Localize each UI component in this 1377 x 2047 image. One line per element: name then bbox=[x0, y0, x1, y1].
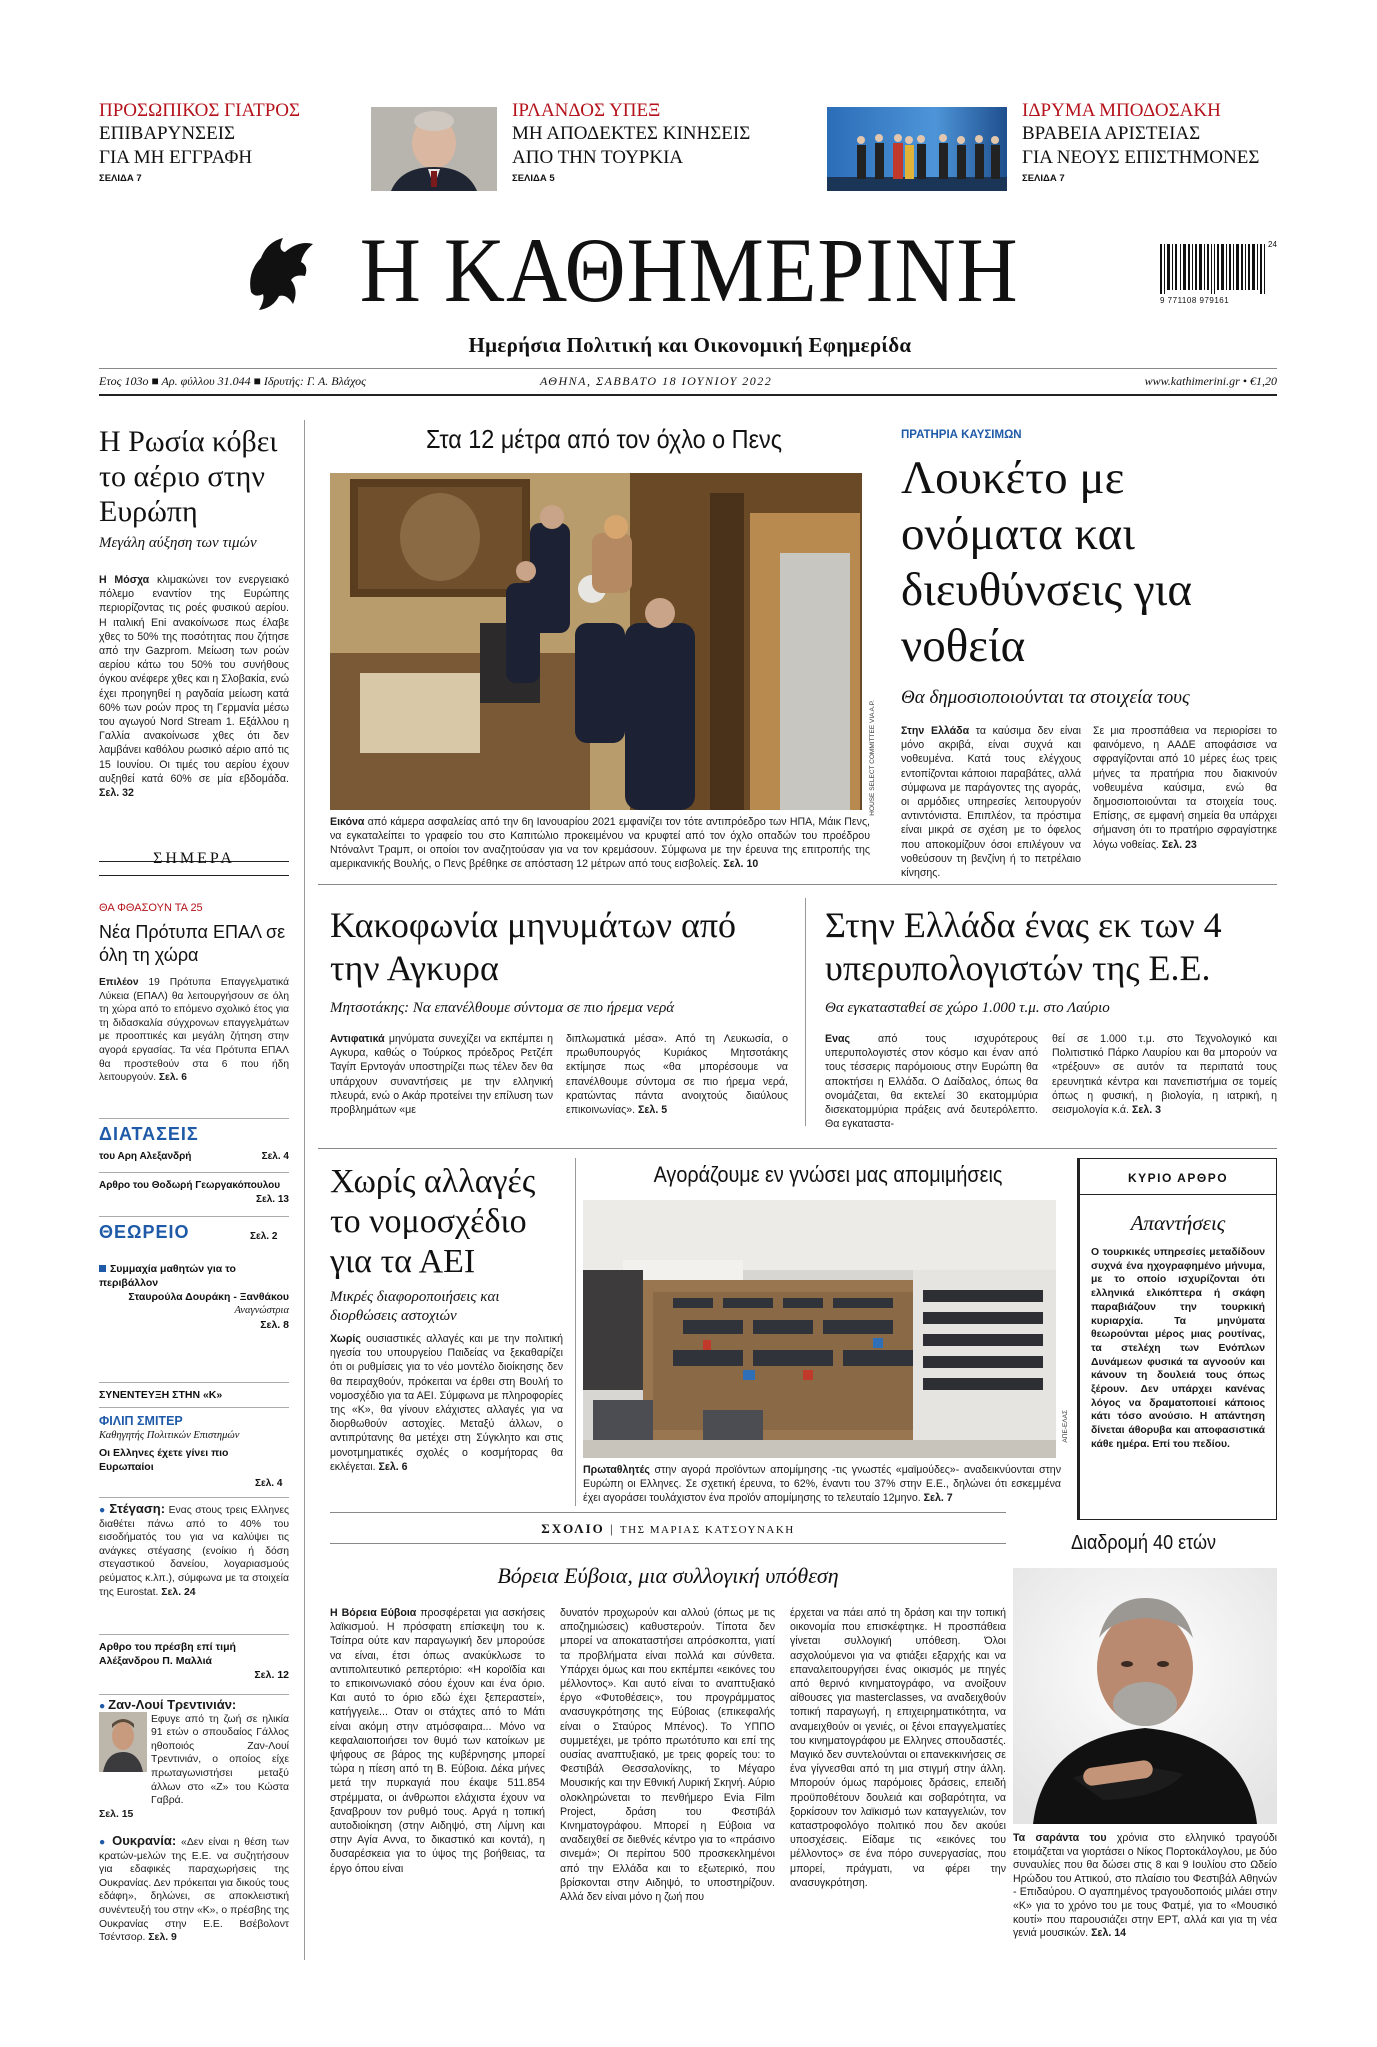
fakes-headline[interactable]: Αγοράζουμε εν γνώσει μας απομιμήσεις bbox=[653, 1162, 1003, 1187]
fakes-caption bbox=[583, 1463, 1061, 1505]
fuel-headline[interactable]: Λουκέτο με ονόματα και διευθύνσεις για νοθεία bbox=[901, 452, 1192, 672]
sxolio-lead: Η Βόρεια Εύβοια bbox=[330, 1607, 417, 1619]
symmachia-item[interactable] bbox=[99, 1262, 289, 1332]
teaser-headline: ΓΙΑ ΝΕΟΥΣ ΕΠΙΣΤΗΜΟΝΕΣ bbox=[1022, 147, 1260, 168]
russia-page: Σελ. 32 bbox=[99, 787, 134, 800]
trentinian-text: Εφυγε από τη ζωή σε ηλικία 91 ετών ο σπουδαίος Γάλλος ηθοποιός Ζαν-Λουί Τρεντινιάν, ο οποίος είχε πρωταγωνιστήσει μεταξύ άλλων στο «Ζ» του Κώστα Γαβρά. bbox=[151, 1713, 289, 1807]
epal-lead: Επιλέον bbox=[99, 977, 139, 988]
russia-subtitle: Μεγάλη αύξηση των τιμών bbox=[99, 535, 257, 551]
ankara-text-2: διπλωματικά μέσα». Από τη Λευκωσία, ο πρωθυπουργός Κυριάκος Μητσοτάκης εκτίμησε πως «θα μπορέσουμε να επανέλθουμε σύντομα σε πιο ήρεμα νερά, κρατώντας πάντα ανοιχτούς διαύλους επικοινωνίας». bbox=[566, 1033, 788, 1117]
stegasi-lead: Στέγαση: bbox=[109, 1501, 166, 1516]
smiter-name[interactable]: ΦΙΛΙΠ ΣΜΙΤΕΡ bbox=[99, 1414, 183, 1428]
fakes-caption-text: στην αγορά προϊόντων απομίμησης -τις γνωστές «μαϊμούδες»- αναδεικνύονται στην Ευρώπη οι Ελληνες. Σε σχετική έρευνα, το 62%, έναντι του 37% στην Ε.Ε., δηλώνει ότι εσκεμμένα έχει αγοράσει τουλάχιστον ένα προϊόν απομίμησης το τελευταίο 12μηνο. bbox=[583, 1464, 1061, 1504]
sxolio-label: ΣΧΟΛΙΟ bbox=[541, 1521, 605, 1536]
section-rule bbox=[318, 884, 1277, 885]
divider bbox=[99, 1118, 289, 1119]
super-subtitle: Θα εγκατασταθεί σε χώρο 1.000 τ.μ. στο Λαύριο bbox=[825, 1000, 1110, 1016]
sxolio-rule bbox=[330, 1543, 1006, 1544]
teaser-kicker: ΠΡΟΣΩΠΙΚΟΣ ΓΙΑΤΡΟΣ bbox=[99, 100, 301, 121]
pence-caption bbox=[330, 815, 870, 871]
diataseis-author: του Αρη Αλεξανδρή bbox=[99, 1151, 192, 1162]
smiter-role: Καθηγητής Πολιτικών Επιστημών bbox=[99, 1430, 240, 1441]
russia-headline[interactable]: Η Ρωσία κόβει το αέριο στην Ευρώπη bbox=[99, 425, 278, 528]
aei-text: ουσιαστικές αλλαγές και με την πολιτική ηγεσία του υπουργείου Παιδείας να ξεκαθαρίζει ότι οι ρυθμίσεις για το νέο μοντέλο διοίκησης δεν θα πειραχθούν, πρόκειται να έρθει στη Βουλή το νομοσχέδιο για τα ΑΕΙ. Σύμφωνα με πληροφορίες της «Κ», θα γίνουν ελάχιστες αλλαγές για να διορθωθούν αστοχίες. Μεταξύ άλλων, ο αντιπρύτανης θα μετέχει στη Σύγκλητο και στις μονοτμηματικές σχολές ο κοσμήτορας θα εκλέγεται. bbox=[330, 1333, 563, 1473]
fuel-subtitle: Θα δημοσιοποιούνται τα στοιχεία τους bbox=[901, 687, 1190, 708]
pence-photo-credit: HOUSE SELECT COMMITTEE VIA A.P. bbox=[869, 700, 876, 816]
portokaloglou-headline[interactable]: Διαδρομή 40 ετών bbox=[1070, 1532, 1217, 1554]
portokaloglou-caption-page: Σελ. 14 bbox=[1091, 1927, 1127, 1940]
epal-text: 19 Πρότυπα Επαγγελματικά Λύκεια (ΕΠΑΛ) θα λειτουργήσουν σε όλη τη χώρα από το επόμενο σχολικό έτος για τη διδασκαλία σύγχρονων επαγγελμάτων με προοπτικές και μεγάλη ζήτηση στην αγορά εργασίας. Τα νέα Πρότυπα ΕΠΑΛ θα προστεθούν στα 6 που ήδη λειτουργούν. bbox=[99, 977, 289, 1084]
aei-lead: Χωρίς bbox=[330, 1333, 361, 1345]
divider bbox=[99, 1172, 289, 1173]
fuel-lead: Στην Ελλάδα bbox=[901, 725, 970, 737]
super-col-1 bbox=[825, 1032, 1038, 1131]
divider bbox=[99, 1382, 289, 1383]
super-col-2 bbox=[1052, 1032, 1277, 1117]
sxolio-text-3: έρχεται να πάει από τη δράση και την τοπική οικονομία που επισκέφτηκε. Η προσπάθεια γίνεται συλλογική υπόθεση. Όλοι ασχολούμενοι για να φτιάξει εξαρχής και να επαναλειτουργήσει ένας οικισμός με πηγές από θερινό κινηματογράφο, να ανοίξουν αίθουσες για masterclasses, να αναδειχθούν τοπική παραγωγή, η επιχειρηματικότητα, να αναμειχθούν οι γενιές, οι ξένοι επαγγελματίες του κινηματογράφου με Ελληνες σπουδαστές. Μαγικό δεν συντελούνται οι επανεκκινήσεις σε ένα γίγνεσθαι από τη μια στιγμή στην άλλη. Μπορούν όμως παρόμοιες δράσεις, επειδή προϋποθέτουν δουλειά και σοβαρότητα, να ξορκίσουν τον λαϊκισμό των καταγγελιών, τον καταστροφολόγο πολιτικό που δεν ακούει υποσχέσεις. Είδαμε τις «εικόνες του μέλλοντος» σε ένα πόρο συνεργασίας, που μπορεί, πράγματι, να φέρει την ανασυγκρότηση. bbox=[790, 1607, 1006, 1889]
trentinian-body: ● Ζαν-Λουί Τρεντινιάν: Εφυγε από τη ζωή σε ηλικία 91 ετών ο σπουδαίος Γάλλος ηθοποιός Ζαν-Λουί Τρεντινιάν, ο οποίος είχε πρωταγωνιστήσει μεταξύ άλλων στο «Ζ» του Κώστα Γαβρά. Σελ. 15 bbox=[99, 1697, 289, 1820]
teaser-headline: ΕΠΙΒΑΡΥΝΣΕΙΣ bbox=[99, 123, 236, 144]
pence-photo bbox=[330, 473, 862, 810]
oukrania-text: «Δεν είναι η θέση των κρατών-μελών της Ε.Ε. να συζητήσουν για εδαφικές παραχωρήσεις της Ουκρανίας. Δεν πρόκειται για δικούς τους εδάφη», δηλώνει, σε αποκλειστική συνέντευξή του στην «Κ», ο πρέσβης της Ουκρανίας στην Ε.Ε. Βσέβολοντ Τσέντσορ. bbox=[99, 1837, 290, 1944]
symmachia-author: Σταυρούλα Δουράκη - Ξανθάκου bbox=[128, 1291, 289, 1303]
diataseis-label: ΔΙΑΤΑΣΕΙΣ bbox=[99, 1124, 199, 1144]
simera-label: ΣΗΜΕΡΑ bbox=[153, 850, 235, 867]
theoreio-page: Σελ. 2 bbox=[250, 1231, 278, 1242]
stegasi-body: ● Στέγαση: Ενας στους τρεις Ελληνες διαθέτει πάνω από το 40% του εισοδήματός του για να καλύψει τις ανάγκες στέγασης (ενοίκιο ή δόση στεγαστικού δανείου, λογαριασμούς ρεύματος κ.λπ.), σύμφωνα με τα στοιχεία της Eurostat. Σελ. 24 bbox=[99, 1501, 289, 1598]
sxolio-header: ΣΧΟΛΙΟ | ΤΗΣ ΜΑΡΙΑΣ ΚΑΤΣΟΥΝΑΚΗ bbox=[541, 1521, 795, 1536]
ankara-text-1: μηνύματα συνεχίζει να εκπέμπει η Αγκυρα, καθώς ο Τούρκος πρόεδρος Ρετζέπ Ταγίπ Ερντογάν υποστηρίζει πως τέλεν δεν θα υπάρχουν συναντήσεις με την ελληνική πλευρά, ενώ ο Ακάρ προτείνει την επίλυση των προβλημάτων «με bbox=[330, 1033, 553, 1117]
fakes-photo-credit: ΑΠΕ-ΕΛΑΣ bbox=[1062, 1410, 1069, 1443]
editorial-kicker: ΚΥΡΙΟ ΑΡΘΡΟ bbox=[1127, 1171, 1229, 1185]
portokaloglou-caption-text: χρόνια στο ελληνικό τραγούδι ετοιμάζεται να γιορτάσει ο Νίκος Πορτοκάλογλου, με δύο συναυλίες που θα δώσει στις 8 και 9 Ιουλίου στο Ωδείο Ηρώδου του Αττικού, στο πλαίσιο του Φεστιβάλ Αθηνών - Επιδαύρου. Ο αγαπημένος τραγουδοποιός μιλάει στην «Κ» για το χρόνο του με τους Φατμέ, για το «Μουσικό κουτί» που παρουσιάζει στην ΕΡΤ, αλλά και για τη νέα γενιά μουσικών. bbox=[1013, 1832, 1277, 1940]
fakes-caption-lead: Πρωταθλητές bbox=[583, 1464, 650, 1476]
editorial-body: Ο τουρκικές υπηρεσίες μεταδίδουν συχνά ένα ηχογραφημένο μήνυμα, με το οποίο ισχυρίζονται ότι ελληνικά ελικόπτερα ή σκάφη παραβιάζουν την τουρκική κυριαρχία. Τα μηνύματα θεωρούνται μέρος μιας ρουτίνας, τα στελέχη των Ενόπλων Δυνάμεων φυσικά τα αγνοούν και κάνουν τη δουλειά τους όπως ξέρουν. Δεν υπάρχει κανένας λόγος να δραματοποιεί κάποιος κάτι τόσο ανούσιο. Η απάντηση δίνεται άθορυβα και αποφασιστικά κάθε ημέρα. Επί του πεδίου. bbox=[1091, 1247, 1265, 1450]
symmachia-section: Αναγνώστρια bbox=[234, 1305, 289, 1316]
fuel-text-2: Σε μια προσπάθεια να περιορίσει το φαινόμενο, η ΑΑΔΕ αποφάσισε να σφραγίζονται από 10 μέρες έως τρεις μήνες τα πρατήρια που διακινούν νοθευμένα καύσιμα, ενώ θα δημοσιοποιούνται τα στοιχεία τους. Επίσης, σε εμφανή σημεία θα υπάρχει σήμανση ότι το πρατήριο σφραγίστηκε λόγω νοθείας. bbox=[1093, 725, 1277, 851]
oukrania-page: Σελ. 9 bbox=[148, 1932, 177, 1944]
teaser-headline: ΒΡΑΒΕΙΑ ΑΡΙΣΤΕΙΑΣ bbox=[1022, 123, 1201, 144]
diataseis-item-1[interactable] bbox=[99, 1150, 289, 1164]
ankara-subtitle: Μητσοτάκης: Να επανέλθουμε σύντομα σε πιο ήρεμα νερά bbox=[330, 1000, 675, 1016]
teaser-photo-minister bbox=[371, 107, 497, 191]
diataseis-page: Σελ. 4 bbox=[261, 1151, 289, 1162]
sxolio-col-3 bbox=[790, 1606, 1006, 1890]
sxolio-text-2: δυνατόν προχωρούν και αλλού (όπως με τις αποζημιώσεις) καθυστερούν. Τίποτα δεν μπορεί να αποκαταστήσει απρόσκοπτα, γιατί τα προβλήματα είναι πολλά και σύνθετα. Υπάρχει όμως και που εκπέμπει «εικόνες του μέλλοντος». Και αυτό είναι το αναπτυξιακό έργο «Φυτοθέσεις», του προγράμματος ανασυγκρότησης της Εύβοιας (επικεφαλής είναι ο Σταύρος Μπένος). Το ΥΠΠΟ συμμετέχει, με τρόπο πρωτότυπο και επί της ουσίας αναπτυξιακό, με τρεις φορείς του: το Φεστιβάλ Θεσσαλονίκης, το Μέγαρο Μουσικής και την Εθνική Λυρική Σκηνή. Αύριο ολοκληρώνεται το πενθήμερο Evia Film Project, δράση του Φεστιβάλ Κινηματογράφου. Μπορεί η Εύβοια να αναδειχθεί σε διεθνές κέντρο για το «πράσινο σινεμά»; Οι περίπου 500 προσκεκλημένοι από την Ελλάδα και το εξωτερικό, που βρίσκονται στην Αιδηψό, το υποστηρίζουν. Αλλά δεν είναι μόνο η ζωή που bbox=[560, 1607, 775, 1904]
teaser-1[interactable] bbox=[99, 100, 329, 184]
ankara-headline[interactable]: Κακοφωνία μηνυμάτων από την Αγκυρα bbox=[330, 905, 737, 988]
fuel-col-1 bbox=[901, 724, 1081, 880]
teaser-page: ΣΕΛΙΔΑ 7 bbox=[1022, 173, 1065, 184]
divider bbox=[99, 1407, 289, 1408]
pence-caption-page: Σελ. 10 bbox=[723, 858, 759, 870]
epal-kicker: ΘΑ ΦΘΑΣΟΥΝ ΤΑ 25 bbox=[99, 902, 203, 914]
super-page: Σελ. 3 bbox=[1131, 1104, 1162, 1117]
sxolio-rule bbox=[330, 1512, 1006, 1513]
aei-page: Σελ. 6 bbox=[378, 1460, 408, 1473]
masthead-rule-bottom bbox=[99, 394, 1277, 396]
barcode bbox=[1158, 240, 1278, 310]
aei-subtitle: Μικρές διαφοροποιήσεις και διορθώσεις αστοχιών bbox=[330, 1289, 500, 1324]
pence-caption-lead: Εικόνα bbox=[330, 816, 365, 828]
sxolio-author: ΤΗΣ ΜΑΡΙΑΣ ΚΑΤΣΟΥΝΑΚΗ bbox=[619, 1524, 795, 1536]
teaser-headline: ΓΙΑ ΜΗ ΕΓΓΡΑΦΗ bbox=[99, 147, 253, 168]
presvis-title: Αρθρο του πρέσβη επί τιμή Αλέξανδρου Π. Μαλλιά bbox=[99, 1641, 236, 1667]
column-divider bbox=[575, 1158, 576, 1506]
aei-headline[interactable]: Χωρίς αλλαγές το νομοσχέδιο για τα ΑΕΙ bbox=[330, 1163, 536, 1280]
portokaloglou-caption bbox=[1013, 1832, 1277, 1941]
super-lead: Ενας bbox=[825, 1033, 850, 1045]
fakes-caption-page: Σελ. 7 bbox=[923, 1492, 953, 1504]
stegasi-text: Ενας στους τρεις Ελληνες διαθέτει πάνω από το 40% του εισοδήματός του για να καλύψει τις ανάγκες στέγασης (ενοίκιο ή δόση στεγαστικού δανείου, λογαριασμούς ρεύματος κ.λπ.), σύμφωνα με τα στοιχεία της Eurostat. bbox=[99, 1505, 289, 1598]
epal-page: Σελ. 6 bbox=[158, 1072, 187, 1084]
column-divider bbox=[304, 420, 305, 1960]
sxolio-col-2 bbox=[560, 1606, 775, 1904]
teaser-headline: ΜΗ ΑΠΟΔΕΚΤΕΣ ΚΙΝΗΣΕΙΣ bbox=[512, 123, 751, 144]
issue-info: Ετος 103ο ■ Αρ. φύλλου 31.044 ■ Ιδρυτής: Γ. Α. Βλάχος bbox=[99, 374, 366, 388]
teaser-2[interactable] bbox=[512, 100, 802, 184]
masthead-rule-top bbox=[99, 368, 1277, 369]
editorial-rule bbox=[1080, 1194, 1276, 1195]
teaser-page: ΣΕΛΙΔΑ 5 bbox=[512, 173, 555, 184]
diataseis-page-2: Σελ. 13 bbox=[256, 1194, 289, 1205]
teaser-headline: ΑΠΟ ΤΗΝ ΤΟΥΡΚΙΑ bbox=[512, 147, 684, 168]
fakes-photo bbox=[583, 1200, 1056, 1458]
sxolio-headline[interactable]: Βόρεια Εύβοια, μια συλλογική υπόθεση bbox=[497, 1563, 839, 1588]
teaser-page: ΣΕΛΙΔΑ 7 bbox=[99, 173, 142, 184]
super-text-1: από τους ισχυρότερους υπερυπολογιστές στον κόσμο και έναν από τους τέσσερις παρόμοιους στην Ευρώπη θα αποκτήσει η Ελλάδα. Ο Δαίδαλος, όπως θα ονομάζεται, θα εκτελεί 30 εκατομμύρια δισεκατομμύρια πράξεις ανά δευτερόλεπτο. Θα εγκαταστα- bbox=[825, 1033, 1038, 1131]
russia-body bbox=[99, 573, 289, 800]
oukrania-lead: Ουκρανία: bbox=[112, 1833, 177, 1848]
ankara-col-2 bbox=[566, 1032, 788, 1117]
presvis-item[interactable] bbox=[99, 1640, 289, 1682]
portokaloglou-caption-lead: Τα σαράντα του bbox=[1013, 1832, 1107, 1844]
divider bbox=[99, 1497, 289, 1498]
fuel-page: Σελ. 23 bbox=[1161, 838, 1197, 851]
russia-text: κλιμακώνει τον ενεργειακό πόλεμο εναντίον της Ευρώπης περιορίζοντας τις ροές φυσικού αερίου. Η ιταλική Eni ανακοίνωσε πως έλαβε χθες το 50% της ποσότητας που ζήτησε από την Gazprom. Μείωση των ροών αερίου κάτω του 50% του συνήθους όγκου ανέφερε χθες και η Σλοβακία, ενώ έχει προηγηθεί η ραγδαία μείωση κατά 60% των ροών προς τη Γερμανία μέσω του αγωγού Nord Stream 1. Εξάλλου η Γαλλία ανακοίνωσε χθες ότι δεν λαμβάνει καθόλου ρωσικό αέριο από τις 15 Ιουνίου. Οι τιμές του αερίου έχουν αυξηθεί κατά 60% σε μία εβδομάδα. bbox=[99, 574, 289, 785]
masthead-subtitle: Ημερήσια Πολιτική και Οικονομική Εφημερίδα bbox=[468, 333, 912, 357]
fuel-kicker: ΠΡΑΤΗΡΙΑ ΚΑΥΣΙΜΩΝ bbox=[901, 429, 1022, 441]
simera-rule-2 bbox=[99, 875, 289, 876]
teaser-kicker: ΙΔΡΥΜΑ ΜΠΟΔΟΣΑΚΗ bbox=[1022, 100, 1221, 121]
diataseis-item-2[interactable] bbox=[99, 1179, 289, 1207]
diataseis-author-2: Αρθρο του Θοδωρή Γεωργακόπουλου bbox=[99, 1180, 281, 1191]
pence-headline[interactable]: Στα 12 μέτρα από τον όχλο ο Πενς bbox=[425, 424, 782, 454]
teaser-photo-awards bbox=[827, 107, 1007, 191]
teaser-3[interactable] bbox=[1022, 100, 1322, 184]
symmachia-page: Σελ. 8 bbox=[260, 1319, 289, 1331]
griffin-logo-icon bbox=[243, 232, 319, 314]
trentinian-page: Σελ. 15 bbox=[99, 1808, 134, 1820]
fuel-col-2 bbox=[1093, 724, 1277, 852]
editorial-box bbox=[1077, 1158, 1277, 1520]
theoreio-label: ΘΕΩΡΕΙΟ bbox=[99, 1222, 190, 1242]
oukrania-body: ● Ουκρανία: «Δεν είναι η θέση των κρατών-μελών της Ε.Ε. να συζητήσουν για εδαφικές παραχωρήσεις της Ουκρανίας. Δεν πρόκειται για δικούς τους εδάφη», δηλώνει, σε αποκλειστική συνέντευξή του στην «Κ», ο πρέσβης της Ουκρανίας στην Ε.Ε. Βσέβολοντ Τσέντσορ. Σελ. 9 bbox=[99, 1833, 290, 1944]
trentinian-lead: Ζαν-Λουί Τρεντινιάν: bbox=[108, 1697, 237, 1712]
editorial-title[interactable]: Απαντήσεις bbox=[1130, 1211, 1226, 1235]
column-divider bbox=[805, 898, 806, 1126]
sxolio-text-1: προσφέρεται για ασκήσεις λαϊκισμού. Η πρόσφατη επίσκεψη του κ. Τσίπρα ούτε καν παραγωγική δεν μπορούσε να είναι, έτσι όπως ανακύκλωσε το αντιπολιτευτικό ρεπερτόριο: «Η κοροϊδία και το επικοινωνιακό σόου έχουν και ένα όριο. Και αυτό το όριο εδώ έχει ξεπεραστεί», κατήγγειλε... Οταν οι στάχτες από το Μάτι είναι ακόμη στην ατμόσφαιρα... Μόνο να κεφαλαιοποιήσει τον θυμό των κατοίκων με ψήφους σε βάρος της κυβέρνησης μπορεί τώρα η πίεση από τη Β. Εύβοια. Δέκα μήνες μετά την πυρκαγιά που έκαψε 511.854 στρέμματα, οι άνθρωποι ελάχιστα έχουν να ξαναβρουν τον ρυθμό τους. Αργά η τοπική αυτοδιοίκηση (στην Αιδηψό, στη Λίμνη και στην Αγία Αννα, το δικαστικό και κοντά), η δυσαρέσκεια για το ύψος της βοήθειας, τα έργο όπου είναι bbox=[330, 1607, 546, 1875]
super-headline[interactable]: Στην Ελλάδα ένας εκ των 4 υπερυπολογιστών της Ε.Ε. bbox=[825, 905, 1222, 988]
fuel-text-1: τα καύσιμα δεν είναι μόνο ακριβά, είναι συχνά και νοθευμένα. Κατά τους ελέγχους εντοπίζονται κάποιοι παραβάτες, αλλά σύμφωνα με παράγοντες της αγοράς, οι αρμόδιες υπηρεσίες λειτουργούν αντιντόνιστα. Επιπλέον, τα πρόστιμα είναι μικρά σε σχέση με το όφελος που αποκομίζουν όσοι επιλέγουν να νοθεύσουν τη βενζίνη ή το πετρέλαιο κίνησης. bbox=[901, 725, 1081, 880]
symmachia-title: Συμμαχία μαθητών για το περιβάλλον bbox=[99, 1263, 236, 1289]
super-text-2: θεί σε 1.000 τ.μ. στο Τεχνολογικό και Πολιτιστικό Πάρκο Λαυρίου και θα μπορούν να «τρέξουν» σε αυτόν τα περιπατά τους ερευνητικά κέντρα και πανεπιστήμια σε τομείς όπως η φυσική, η βιολογία, η ιατρική, η σεισμολογία κ.ά. bbox=[1052, 1033, 1277, 1117]
ankara-col-1 bbox=[330, 1032, 553, 1117]
section-rule bbox=[318, 1148, 1277, 1149]
smiter-line: Οι Ελληνες έχετε γίνει πιο Ευρωπαίοι bbox=[99, 1447, 229, 1473]
portokaloglou-photo bbox=[1013, 1568, 1277, 1824]
aei-body bbox=[330, 1332, 563, 1474]
interview-label: ΣΥΝΕΝΤΕΥΞΗ ΣΤΗΝ «Κ» bbox=[99, 1389, 223, 1401]
masthead-title: Η ΚΑΘΗΜΕΡΙΝΗ bbox=[359, 219, 1019, 321]
epal-body bbox=[99, 976, 289, 1085]
bullet-icon bbox=[99, 1265, 106, 1272]
russia-lead: Η Μόσχα bbox=[99, 574, 150, 586]
barcode-issue: 24 bbox=[1268, 240, 1277, 249]
sxolio-col-1 bbox=[330, 1606, 545, 1876]
smiter-page: Σελ. 4 bbox=[255, 1478, 283, 1489]
pence-caption-text: από κάμερα ασφαλείας από την 6η Ιανουαρίου 2021 εμφανίζει τον τότε αντιπρόεδρο των ΗΠΑ, Μάικ Πενς, να εγκαταλείπει το γραφείο του στο Καπιτώλιο προκειμένου να κρυφτεί από τον όχλο οπαδών του προέδρου Ντόναλντ Τραμπ, οι οποίοι τον αναζητούσαν για να τον κρεμάσουν. Σύμφωνα με την έρευνα της επιτροπής της αμερικανικής Βουλής, ο Πενς βρέθηκε σε απόσταση 12 μέτρων από τους εισβολείς. bbox=[330, 816, 870, 870]
divider bbox=[99, 1216, 289, 1217]
divider bbox=[99, 1694, 289, 1695]
issue-web-price[interactable]: www.kathimerini.gr • €1,20 bbox=[1144, 374, 1277, 388]
barcode-number: 9 771108 979161 bbox=[1160, 296, 1230, 305]
ankara-lead: Αντιφατικά bbox=[330, 1033, 385, 1045]
teaser-kicker: ΙΡΛΑΝΔΟΣ ΥΠΕΞ bbox=[512, 100, 661, 121]
ankara-page: Σελ. 5 bbox=[638, 1104, 668, 1117]
epal-headline[interactable]: Νέα Πρότυπα ΕΠΑΛ σε όλη τη χώρα bbox=[99, 922, 286, 965]
issue-date: ΑΘΗΝΑ, ΣΑΒΒΑΤΟ 18 ΙΟΥΝΙΟΥ 2022 bbox=[540, 374, 773, 388]
presvis-page: Σελ. 12 bbox=[254, 1669, 289, 1681]
stegasi-page: Σελ. 24 bbox=[161, 1586, 196, 1598]
divider bbox=[99, 1634, 289, 1635]
